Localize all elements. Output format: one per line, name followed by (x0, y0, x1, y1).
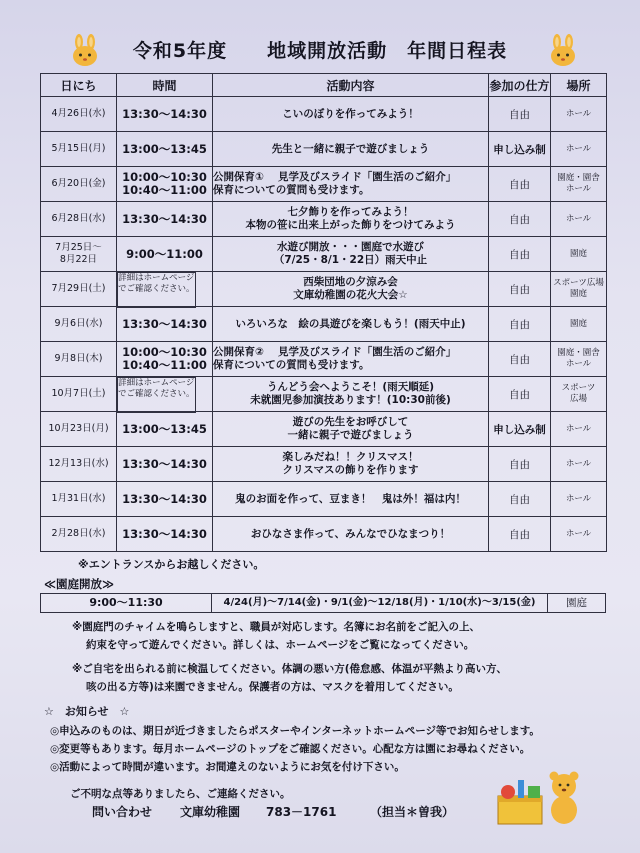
contact-phone: 783－1761 (266, 805, 337, 819)
cell-activity-line: 一緒に親子で遊びましょう (287, 429, 414, 441)
cell-activity-line: こいのぼりを作ってみよう！ (282, 107, 419, 120)
table-row (41, 377, 607, 412)
cell-time (117, 377, 196, 413)
cell-date (41, 237, 117, 272)
cell-activity (213, 132, 489, 167)
cell-time (117, 447, 213, 482)
cell-place-line: 園庭 (569, 318, 587, 329)
cell-time-line: でご確認ください。 (118, 284, 195, 294)
cell-method: 申し込み制 (489, 132, 551, 167)
cell-date-line: 5月15日(月) (51, 143, 106, 154)
cell-time-line: 13:30～14:30 (122, 526, 207, 541)
header-method: 参加の仕方 (489, 74, 551, 97)
cell-date-line: 2月28日(水) (51, 528, 106, 539)
table-row (41, 342, 607, 377)
cell-time-line: 13:30～14:30 (122, 211, 207, 226)
cell-date-line: 9月8日(木) (54, 353, 103, 364)
note-line: ※園庭門のチャイムを鳴らしますと、職員が対応します。名簿にお名前をご記入の上、 (72, 621, 481, 633)
news-item: ◎活動によって時間が違います。お間違えのないようにお気を付け下さい。 (50, 761, 405, 773)
cell-activity-line: 西柴団地の夕涼み会 (303, 276, 398, 288)
cell-date-line: 6月20日(金) (51, 178, 106, 189)
table-row (41, 237, 607, 272)
table-row (41, 132, 607, 167)
cell-method: 自由 (489, 342, 551, 377)
cell-method: 申し込み制 (489, 412, 551, 447)
cell-date (41, 377, 117, 412)
cell-time (117, 132, 213, 167)
cell-activity-line: 先生と一緒に親子で遊びましょう (271, 142, 430, 155)
cell-activity (213, 167, 489, 202)
cell-activity-line: 鬼のお面を作って、豆まき！ 鬼は外！福は内！ (235, 492, 466, 505)
cell-activity-line: 保育についての質問も受けます。 (213, 359, 370, 371)
cell-time-line: 13:30～14:30 (122, 106, 207, 121)
cell-time (117, 517, 213, 552)
garden-open-dates: 4/24(月)～7/14(金)・9/1(金)～12/18(月)・1/10(水)～3/15(金) (212, 594, 548, 612)
cell-place-line: ホール (565, 213, 592, 224)
garden-open-place: 園庭 (566, 597, 587, 609)
note-line: ※ご自宅を出られる前に検温してください。体調の悪い方(倦怠感、体温が平熱より高い方、 (72, 663, 508, 675)
cell-date-line: 8月22日 (59, 254, 98, 265)
cell-time (117, 237, 213, 272)
cell-time-line: 13:00～13:45 (122, 421, 207, 436)
cell-activity-line: 文庫幼稚園の花火大会☆ (293, 289, 408, 301)
cell-date-line: 4月26日(水) (51, 108, 106, 119)
cell-place-line: ホール (565, 423, 592, 434)
cell-place (551, 307, 607, 342)
cell-time (117, 342, 213, 377)
cell-place-line: ホール (565, 359, 592, 369)
cell-time-line: 詳細はホームページ (118, 273, 195, 283)
cell-activity-line: 保育についての質問も受けます。 (213, 184, 370, 196)
cell-activity (213, 237, 489, 272)
header-activity: 活動内容 (213, 74, 489, 97)
cell-time-line: 13:30～14:30 (122, 316, 207, 331)
cell-activity-line: 公開保育① 見学及びスライド「園生活のご紹介」 (213, 171, 457, 183)
contact-person: （担当＊曽我） (370, 805, 455, 819)
cell-method: 自由 (489, 97, 551, 132)
cell-place (551, 132, 607, 167)
cell-place-line: ホール (565, 528, 592, 539)
cell-date-line: 6月28日(水) (51, 213, 106, 224)
cell-place (551, 447, 607, 482)
table-row (41, 517, 607, 552)
table-row (41, 202, 607, 237)
cell-time-line: 詳細はホームページ (118, 378, 195, 388)
cell-date-line: 12月13日(水) (48, 458, 109, 469)
cell-time-line: 10:40～11:00 (122, 358, 207, 372)
cell-place-line: 園庭・園舎 (557, 348, 600, 358)
cell-method: 自由 (489, 482, 551, 517)
cell-date (41, 342, 117, 377)
cell-method: 自由 (489, 307, 551, 342)
cell-time (117, 482, 213, 517)
cell-activity (213, 307, 489, 342)
cell-time-line: 10:40～11:00 (122, 183, 207, 197)
header-date: 日にち (41, 74, 117, 97)
contact-lead: ご不明な点等ありましたら、ご連絡ください。 (70, 788, 291, 800)
table-row (41, 482, 607, 517)
cell-date (41, 167, 117, 202)
cell-activity-line: 本物の笹に出来上がった飾りをつけてみよう (245, 219, 456, 231)
header-time: 時間 (117, 74, 213, 97)
cell-activity-line: いろいろな 絵の具遊びを楽しもう！(雨天中止) (235, 317, 466, 330)
cell-date (41, 132, 117, 167)
cell-place (551, 272, 607, 307)
cell-place (551, 412, 607, 447)
cell-place (551, 167, 607, 202)
cell-time-line: 13:30～14:30 (122, 491, 207, 506)
table-row (41, 97, 607, 132)
cell-date-line: 10月7日(土) (51, 388, 106, 399)
contact-org: 文庫幼稚園 (180, 805, 241, 819)
cell-time (117, 202, 213, 237)
cell-place-line: 園庭・園舎 (557, 173, 600, 183)
cell-time (117, 307, 213, 342)
cell-activity-line: 遊びの先生をお呼びして (292, 416, 409, 428)
cell-place-line: ホール (565, 184, 592, 194)
cell-place-line: スポーツ (561, 383, 596, 393)
note-line: 咳の出る方等)は来園できません。保護者の方は、マスクを着用してください。 (86, 681, 459, 693)
cell-activity (213, 342, 489, 377)
cell-activity (213, 202, 489, 237)
cell-date (41, 412, 117, 447)
header-place: 場所 (551, 74, 607, 97)
cell-method: 自由 (489, 517, 551, 552)
cell-activity (213, 412, 489, 447)
cell-method: 自由 (489, 167, 551, 202)
contact-label: 問い合わせ (92, 805, 153, 819)
toy-box-icon (492, 766, 584, 828)
cell-date-line: 1月31日(水) (51, 493, 106, 504)
cell-date-line: 7月29日(土) (51, 283, 106, 294)
cell-activity (213, 447, 489, 482)
news-item: ◎変更等もあります。毎月ホームページのトップをご確認ください。心配な方は園にお尋ねください。 (50, 743, 531, 755)
cell-method: 自由 (489, 237, 551, 272)
cell-time (117, 97, 213, 132)
cell-activity (213, 272, 489, 307)
cell-time-line: 10:00～10:30 (122, 345, 207, 359)
cell-place (551, 237, 607, 272)
cell-date (41, 447, 117, 482)
cell-place (551, 377, 607, 412)
table-row (41, 307, 607, 342)
page-title: 令和5年度 地域開放活動 年間日程表 (132, 40, 508, 62)
garden-open-title: ≪園庭開放≫ (44, 577, 115, 591)
table-row (41, 272, 607, 307)
garden-open-time: 9:00～11:30 (41, 594, 212, 612)
cell-activity-line: 楽しみだね！！クリスマス！ (282, 451, 419, 463)
cell-date (41, 202, 117, 237)
cell-time (117, 272, 196, 308)
table-header-row (41, 74, 607, 97)
cell-place-line: 広場 (569, 394, 587, 404)
cell-time-line: 10:00～10:30 (122, 170, 207, 184)
cell-place-line: スポーツ広場 (553, 278, 604, 288)
news-item: ◎申込みのものは、期日が近づきましたらポスターやインターネットホームページ等でお知らせします。 (50, 725, 540, 737)
entrance-note: ※エントランスからお越しください。 (78, 558, 265, 571)
cell-place (551, 342, 607, 377)
cell-place-line: ホール (565, 493, 592, 504)
cell-date-line: 7月25日～ (55, 242, 102, 253)
cell-place (551, 482, 607, 517)
cell-activity-line: （7/25・8/1・22日）雨天中止 (273, 254, 428, 266)
cell-method: 自由 (489, 272, 551, 307)
table-row (41, 412, 607, 447)
cell-date (41, 482, 117, 517)
cell-place (551, 202, 607, 237)
cell-activity-line: クリスマスの飾りを作ります (282, 464, 419, 476)
news-heading: ☆ お知らせ ☆ (44, 705, 130, 718)
cell-time-line: でご確認ください。 (118, 389, 195, 399)
schedule-body (41, 97, 607, 552)
cell-date (41, 307, 117, 342)
cell-date-line: 9月6日(水) (54, 318, 103, 329)
cell-date (41, 272, 117, 307)
cell-place-line: ホール (565, 108, 592, 119)
cell-place (551, 517, 607, 552)
cell-activity-line: 七夕飾りを作ってみよう！ (287, 206, 414, 218)
cell-date-line: 10月23日(月) (48, 423, 109, 434)
cell-activity-line: おひなさま作って、みんなでひなまつり！ (250, 527, 451, 540)
cell-time (117, 167, 213, 202)
cell-activity-line: 公開保育② 見学及びスライド「園生活のご紹介」 (213, 346, 457, 358)
garden-open-box (40, 593, 606, 613)
cell-method: 自由 (489, 202, 551, 237)
cell-activity (213, 482, 489, 517)
cell-activity-line: 未就園児参加演技あります！(10:30前後) (250, 394, 451, 406)
cell-place-line: 園庭 (569, 248, 587, 259)
cell-method: 自由 (489, 377, 551, 412)
cell-place-line: 園庭 (569, 289, 587, 299)
cell-activity-line: 水遊び開放・・・園庭で水遊び (277, 241, 424, 253)
cell-activity-line: うんどう会へようこそ！(雨天順延) (266, 381, 435, 393)
cell-place-line: ホール (565, 458, 592, 469)
table-row (41, 167, 607, 202)
cell-activity (213, 517, 489, 552)
cell-time-line: 13:30～14:30 (122, 456, 207, 471)
cell-place (551, 97, 607, 132)
cell-date (41, 97, 117, 132)
cell-activity (213, 97, 489, 132)
schedule-table (40, 73, 607, 552)
cell-activity (213, 377, 489, 412)
cell-date (41, 517, 117, 552)
table-row (41, 447, 607, 482)
cell-time-line: 13:00～13:45 (122, 141, 207, 156)
cell-time-line: 9:00～11:00 (126, 246, 203, 261)
note-line: 約束を守って遊んでください。詳しくは、ホームページをご覧になってください。 (86, 639, 475, 651)
cell-place-line: ホール (565, 143, 592, 154)
cell-method: 自由 (489, 447, 551, 482)
cell-time (117, 412, 213, 447)
